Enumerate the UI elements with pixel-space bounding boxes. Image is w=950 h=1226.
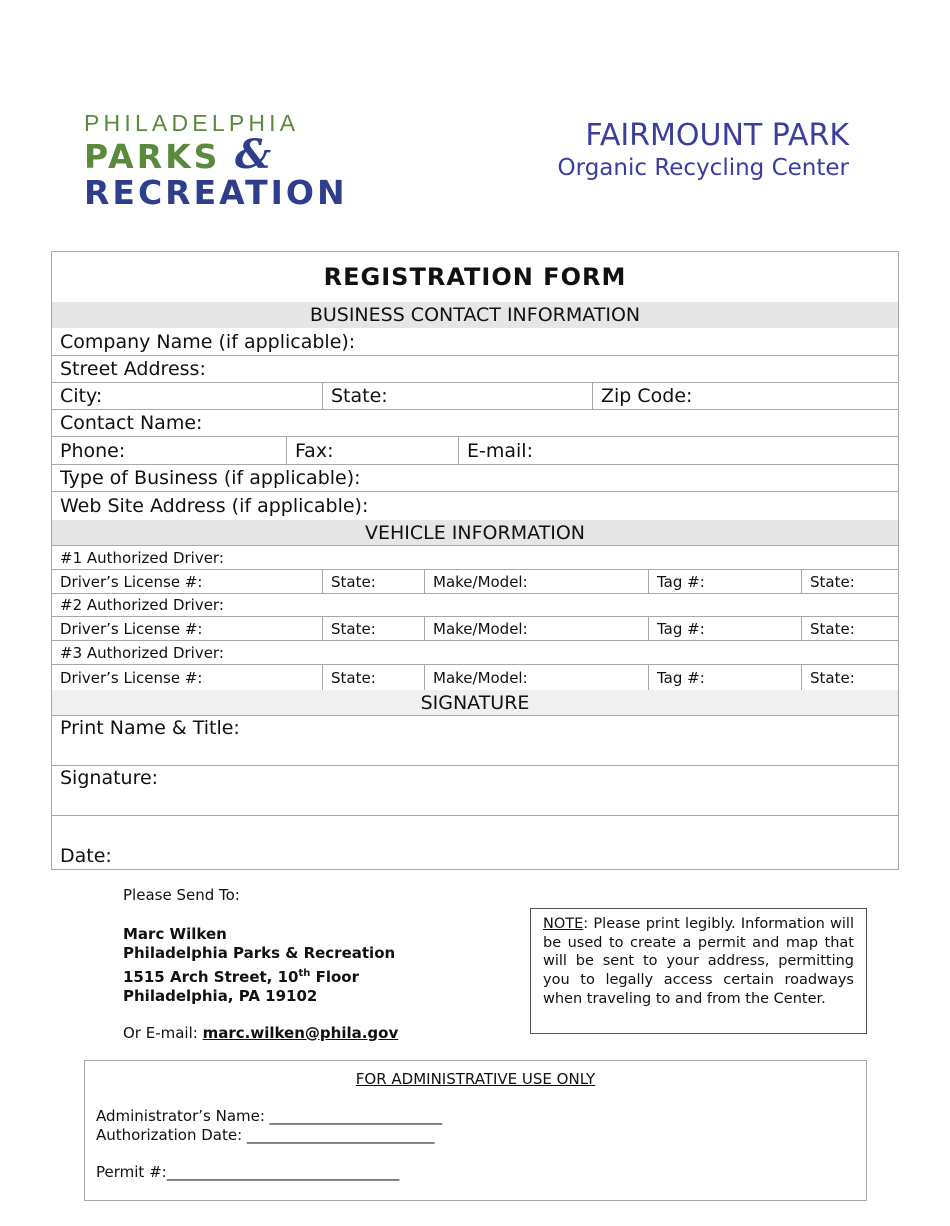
- zip-code-field[interactable]: Zip Code:: [592, 383, 898, 409]
- type-of-business-field[interactable]: Type of Business (if applicable):: [60, 467, 361, 489]
- state-field[interactable]: State:: [322, 383, 592, 409]
- email-field[interactable]: E-mail:: [458, 437, 898, 464]
- administrator-name-line: Administrator’s Name: _______________________: [96, 1107, 443, 1125]
- park-title: FAIRMOUNT PARK: [585, 118, 849, 153]
- driver-3-license-state-field[interactable]: State:: [322, 665, 424, 690]
- note-box: [530, 908, 867, 1034]
- driver-1-license-field[interactable]: Driver’s License #:: [60, 572, 203, 591]
- admin-heading: FOR ADMINISTRATIVE USE ONLY: [355, 1070, 596, 1088]
- print-name-title-field[interactable]: Print Name & Title:: [60, 717, 240, 739]
- logo-ampersand: &: [234, 131, 275, 178]
- signature-section-header: SIGNATURE: [52, 690, 898, 715]
- send-to-block: [123, 886, 398, 1043]
- driver-1-tag-field[interactable]: Tag #:: [648, 570, 801, 593]
- admin-use-box: [84, 1060, 867, 1201]
- logo-philadelphia: PHILADELPHIA: [84, 110, 300, 136]
- driver-1-license-state-field[interactable]: State:: [322, 570, 424, 593]
- send-to-email-line: [123, 1024, 398, 1044]
- note-text: : Please print legibly. Information will be used to create a permit and map that will be sent to your address, permitting you to legally access certain roadways when traveling to and from the Center.: [543, 916, 854, 1007]
- registration-form: [51, 251, 899, 870]
- date-field[interactable]: Date:: [60, 845, 112, 867]
- driver-1-tag-state-field[interactable]: State:: [801, 570, 898, 593]
- driver-3-name-field[interactable]: #3 Authorized Driver:: [60, 643, 224, 662]
- email-label: Or E-mail:: [123, 1023, 203, 1042]
- driver-3-tag-field[interactable]: Tag #:: [648, 665, 801, 690]
- street-address-field[interactable]: Street Address:: [60, 358, 206, 380]
- street-floor: Floor: [310, 967, 359, 986]
- company-name-field[interactable]: Company Name (if applicable):: [60, 330, 356, 353]
- send-to-label: Please Send To:: [123, 886, 240, 904]
- web-site-field[interactable]: Web Site Address (if applicable):: [60, 495, 369, 517]
- park-subtitle: Organic Recycling Center: [557, 155, 849, 181]
- city-field[interactable]: City:: [60, 385, 103, 407]
- business-section-header: BUSINESS CONTACT INFORMATION: [52, 302, 898, 328]
- driver-2-license-state-field[interactable]: State:: [322, 617, 424, 640]
- driver-2-make-model-field[interactable]: Make/Model:: [424, 617, 648, 640]
- logo-parks-text: PARKS: [84, 137, 221, 176]
- driver-2-tag-field[interactable]: Tag #:: [648, 617, 801, 640]
- email-link[interactable]: marc.wilken@phila.gov: [202, 1023, 399, 1042]
- logo-recreation: RECREATION: [84, 173, 348, 212]
- send-to-city: Philadelphia, PA 19102: [123, 987, 318, 1005]
- street-text: 1515 Arch Street, 10: [123, 967, 299, 986]
- driver-2-license-field[interactable]: Driver’s License #:: [60, 619, 203, 638]
- driver-2-tag-state-field[interactable]: State:: [801, 617, 898, 640]
- street-superscript: th: [298, 967, 311, 979]
- driver-3-make-model-field[interactable]: Make/Model:: [424, 665, 648, 690]
- driver-2-name-field[interactable]: #2 Authorized Driver:: [60, 596, 224, 614]
- signature-field[interactable]: Signature:: [60, 767, 159, 789]
- note-label: NOTE: [543, 916, 584, 932]
- send-to-street: [123, 964, 398, 988]
- fax-field[interactable]: Fax:: [286, 437, 458, 464]
- driver-1-make-model-field[interactable]: Make/Model:: [424, 570, 648, 593]
- driver-3-license-field[interactable]: Driver’s License #:: [60, 668, 203, 687]
- driver-1-name-field[interactable]: #1 Authorized Driver:: [60, 548, 224, 567]
- logo-parks: [84, 131, 348, 178]
- phone-field[interactable]: Phone:: [60, 439, 126, 462]
- parks-recreation-logo: [84, 110, 348, 210]
- driver-3-tag-state-field[interactable]: State:: [801, 665, 898, 690]
- send-to-name: Marc Wilken: [123, 924, 227, 943]
- contact-name-field[interactable]: Contact Name:: [60, 412, 203, 434]
- authorization-date-line: Authorization Date: _________________________: [96, 1126, 435, 1144]
- park-heading: [558, 118, 849, 182]
- vehicle-section-header: VEHICLE INFORMATION: [52, 520, 898, 545]
- form-title: REGISTRATION FORM: [323, 263, 627, 291]
- send-to-org: Philadelphia Parks & Recreation: [123, 944, 396, 962]
- permit-number-line: Permit #:_______________________________: [96, 1163, 400, 1181]
